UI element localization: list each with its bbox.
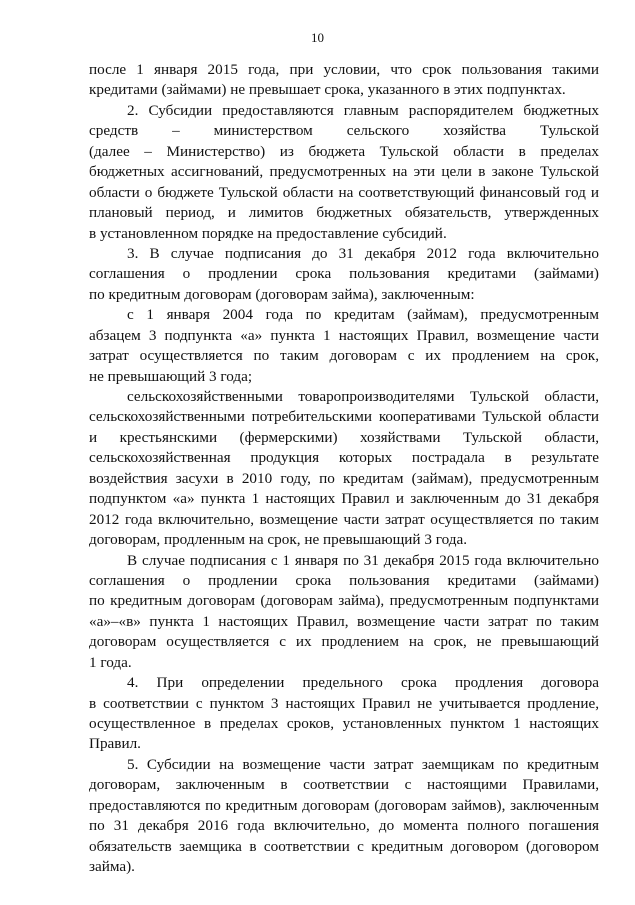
text-line: подпунктом «а» пункта 1 настоящих Правил и заключенным до 31 декабря <box>89 490 599 508</box>
text-line: бюджетных ассигнований, предусмотренных на эти цели в законе Тульской <box>89 163 599 181</box>
text-line: абзацем 3 подпункта «а» пункта 1 настоящих Правил, возмещение части <box>89 326 599 344</box>
text-line: сельскохозяйственными потребительскими кооперативами Тульской области <box>89 408 599 426</box>
text-line: и крестьянскими (фермерскими) хозяйствами Тульской области, <box>89 428 599 446</box>
text-line: с 1 января 2004 года по кредитам (займам), предусмотренным <box>127 306 599 324</box>
text-line: соглашения о продлении срока пользования кредитами (займами) <box>89 265 599 283</box>
text-line: в соответствии с пунктом 3 настоящих Правил не учитывается продление, <box>89 694 599 712</box>
text-line: по 31 декабря 2016 года включительно, до момента полного погашения <box>89 817 599 835</box>
text-line: 2. Субсидии предоставляются главным распорядителем бюджетных <box>127 101 599 119</box>
text-line: договорам, продленным на срок, не превышающий 3 года. <box>89 531 468 549</box>
text-line: 3. В случае подписания до 31 декабря 2012 года включительно <box>127 244 599 262</box>
text-line: 2012 года включительно, возмещение части затрат осуществляется по таким <box>89 510 599 528</box>
text-line: плановый период, и лимитов бюджетных обязательств, утвержденных <box>89 204 599 222</box>
text-line: не превышающий 3 года; <box>89 367 253 385</box>
document-body <box>89 60 599 878</box>
text-line: обязательств заемщика в соответствии с кредитным договором (договором <box>89 837 599 855</box>
text-line: сельскохозяйственная продукция которых пострадала в результате <box>89 449 599 467</box>
text-line: по кредитным договорам (договорам займа), предусмотренным подпунктами <box>89 592 599 610</box>
text-line: (далее – Министерство) из бюджета Тульской области в пределах <box>89 142 599 160</box>
text-line: 5. Субсидии на возмещение части затрат заемщикам по кредитным <box>127 755 599 773</box>
text-line: «а»–«в» пункта 1 настоящих Правил, возмещение части затрат по таким <box>89 612 599 630</box>
text-line: затрат осуществляется по таким договорам с их продлением на срок, <box>89 347 599 365</box>
text-line: договорам, заключенным в соответствии с настоящими Правилами, <box>89 776 599 794</box>
text-line: 1 года. <box>89 653 132 671</box>
text-line: по кредитным договорам (договорам займа), заключенным: <box>89 285 475 303</box>
text-line: кредитами (займами) не превышает срока, указанного в этих подпунктах. <box>89 81 566 99</box>
text-line: области о бюджете Тульской области на соответствующий финансовый год и <box>89 183 599 201</box>
text-line: сельскохозяйственными товаропроизводителями Тульской области, <box>127 388 599 405</box>
text-line: займа). <box>89 858 135 876</box>
text-line: 4. При определении предельного срока продления договора <box>127 674 599 692</box>
text-line: воздействия засухи в 2010 году, по кредитам (займам), предусмотренным <box>89 469 599 487</box>
text-line: предоставляются по кредитным договорам (договорам займов), заключенным <box>89 796 599 814</box>
text-line: после 1 января 2015 года, при условии, что срок пользования такими <box>89 61 599 78</box>
text-line: осуществленное в пределах сроков, установленных пунктом 1 настоящих <box>89 715 599 732</box>
text-line: в установленном порядке на предоставление субсидий. <box>89 224 447 242</box>
text-line: средств – министерством сельского хозяйства Тульской <box>89 122 599 140</box>
text-line: Правил. <box>89 735 141 753</box>
text-line: договорам осуществляется с их продлением на срок, не превышающий <box>89 633 599 651</box>
text-line: соглашения о продлении срока пользования кредитами (займами) <box>89 571 599 589</box>
page-number: 10 <box>311 30 324 45</box>
text-line: В случае подписания с 1 января по 31 декабря 2015 года включительно <box>127 551 599 569</box>
